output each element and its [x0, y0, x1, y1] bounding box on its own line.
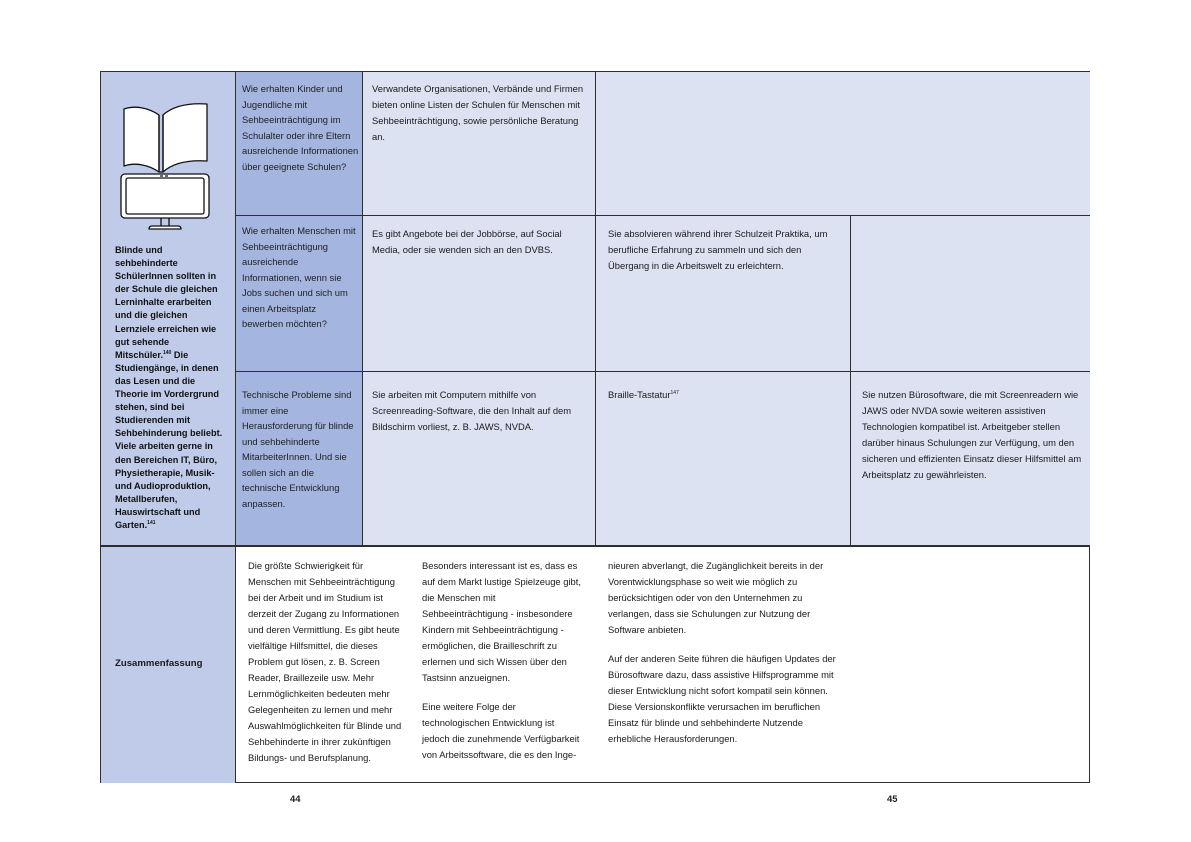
answer-jobs-1: Es gibt Angebote bei der Jobbörse, auf Social Media, oder sie wenden sich an den DVBS.: [372, 228, 562, 255]
answer-technical-3: Sie nutzen Bürosoftware, die mit Screenreadern wie JAWS oder NVDA sowie weiteren assistiven Technologien kompatibel ist. Arbeitgeber stellen darüber hinaus Schulungen zur Verfügung, um den sicheren und effizienten Einsatz dieser Hilfsmittel am Arbeitsplatz zu gewährleisten.: [862, 389, 1082, 480]
summary-col-2-p2: Eine weitere Folge der technologischen Entwicklung ist jedoch die zunehmende Verfügbarkeit von Arbeitssoftware, die es den Inge-: [422, 701, 580, 760]
question-jobs: Wie erhalten Menschen mit Sehbeeinträchtigung ausreichende Informationen, wenn sie Jobs suchen und sich um einen Arbeitsplatz bewerben möchten?: [242, 225, 356, 329]
sidebar-text: [115, 244, 223, 532]
footnote-140: 140: [163, 349, 172, 356]
question-schools: Wie erhalten Kinder und Jugendliche mit Sehbeeinträchtigung im Schulalter oder ihre Eltern ausreichende Informationen über geeignete Schulen?: [242, 83, 359, 172]
summary-col-3: [608, 558, 844, 760]
sidebar-intro: Blinde und sehbehinderte SchülerInnen sollten in der Schule die gleichen Lerninhalte erarbeiten und die gleichen Lernziele erreichen wie gut sehende Mitschüler.: [115, 245, 218, 360]
table-frame: [100, 71, 1090, 783]
page-number-left: 44: [290, 793, 301, 804]
summary-col-1: Die größte Schwierigkeit für Menschen mit Sehbeeinträchtigung bei der Arbeit und im Studium ist derzeit der Zugang zu Informationen und deren Vermittlung. Es gibt heute vielfältige Hilfsmittel, die dieses Problem gut lösen, z. B. Screen Reader, Braillezeile usw. Mehr Lernmöglichkeiten bedeuten mehr Gelegenheiten zu lernen und mehr Auswahlmöglichkeiten für Blinde und Sehbehinderte in ihrer zukünftigen Bildungs- und Berufsplanung.: [248, 560, 402, 763]
footnote-147: 147: [670, 389, 679, 396]
answer-technical-2: [608, 387, 844, 403]
summary-col-2: [422, 558, 584, 776]
summary-label: Zusammenfassung: [115, 658, 203, 669]
book-and-monitor-icon: [119, 102, 217, 234]
summary-col-3-p2: Auf der anderen Seite führen die häufigen Updates der Bürosoftware dazu, dass assistive Hilfsprogramme mit dieser Entwicklung nicht sofort kompatil sein können. Diese Versionskonflikte verursachen im beruflichen Einsatz für blinde und sehbehinderte Nutzende erhebliche Herausforderungen.: [608, 653, 836, 744]
sidebar-body: Die Studiengänge, in denen das Lesen und die Theorie im Vordergrund stehen, sind bei Studierenden mit Sehbehinderung beliebt. Viele arbeiten gerne in den Bereichen IT, Büro, Physietherapie, Musik- und Audioproduktion, Metallberufen, Hauswirtschaft und Garten.: [115, 349, 223, 530]
braille-keyboard-label: Braille-Tastatur: [608, 389, 671, 400]
summary-col-2-p1: Besonders interessant ist es, dass es auf dem Markt lustige Spielzeuge gibt, die Menschen mit Sehbeeinträchtigung - insbesondere Kindern mit Sehbeeinträchtigung - ermöglichen, die Brailleschrift zu erlernen und sich Wissen über den Tastsinn anzueignen.: [422, 560, 581, 683]
page-number-right: 45: [887, 793, 898, 804]
answer-technical-1: Sie arbeiten mit Computern mithilfe von Screenreading-Software, die den Inhalt auf dem Bildschirm vorliest, z. B. JAWS, NVDA.: [372, 389, 572, 432]
answer-jobs-2: Sie absolvieren während ihrer Schulzeit Praktika, um berufliche Erfahrung zu sammeln und sich den Übergang in die Arbeitswelt zu erleichtern.: [608, 228, 828, 271]
question-technical: Technische Probleme sind immer eine Herausforderung für blinde und sehbehinderte MitarbeiterInnen. Und sie sollen sich an die technische Entwicklung anpassen.: [242, 389, 354, 509]
answer-schools: Verwandete Organisationen, Verbände und Firmen bieten online Listen der Schulen für Menschen mit Sehbeeinträchtigung, sowie persönliche Beratung an.: [372, 83, 584, 142]
summary-col-3-p1: nieuren abverlangt, die Zugänglichkeit bereits in der Vorentwicklungsphase so weit wie möglich zu berücksichtigen oder von den Unternehmen zu verlangen, dass sie Schulungen zur Nutzung der Software anbieten.: [608, 560, 824, 635]
footnote-141: 141: [147, 519, 156, 526]
